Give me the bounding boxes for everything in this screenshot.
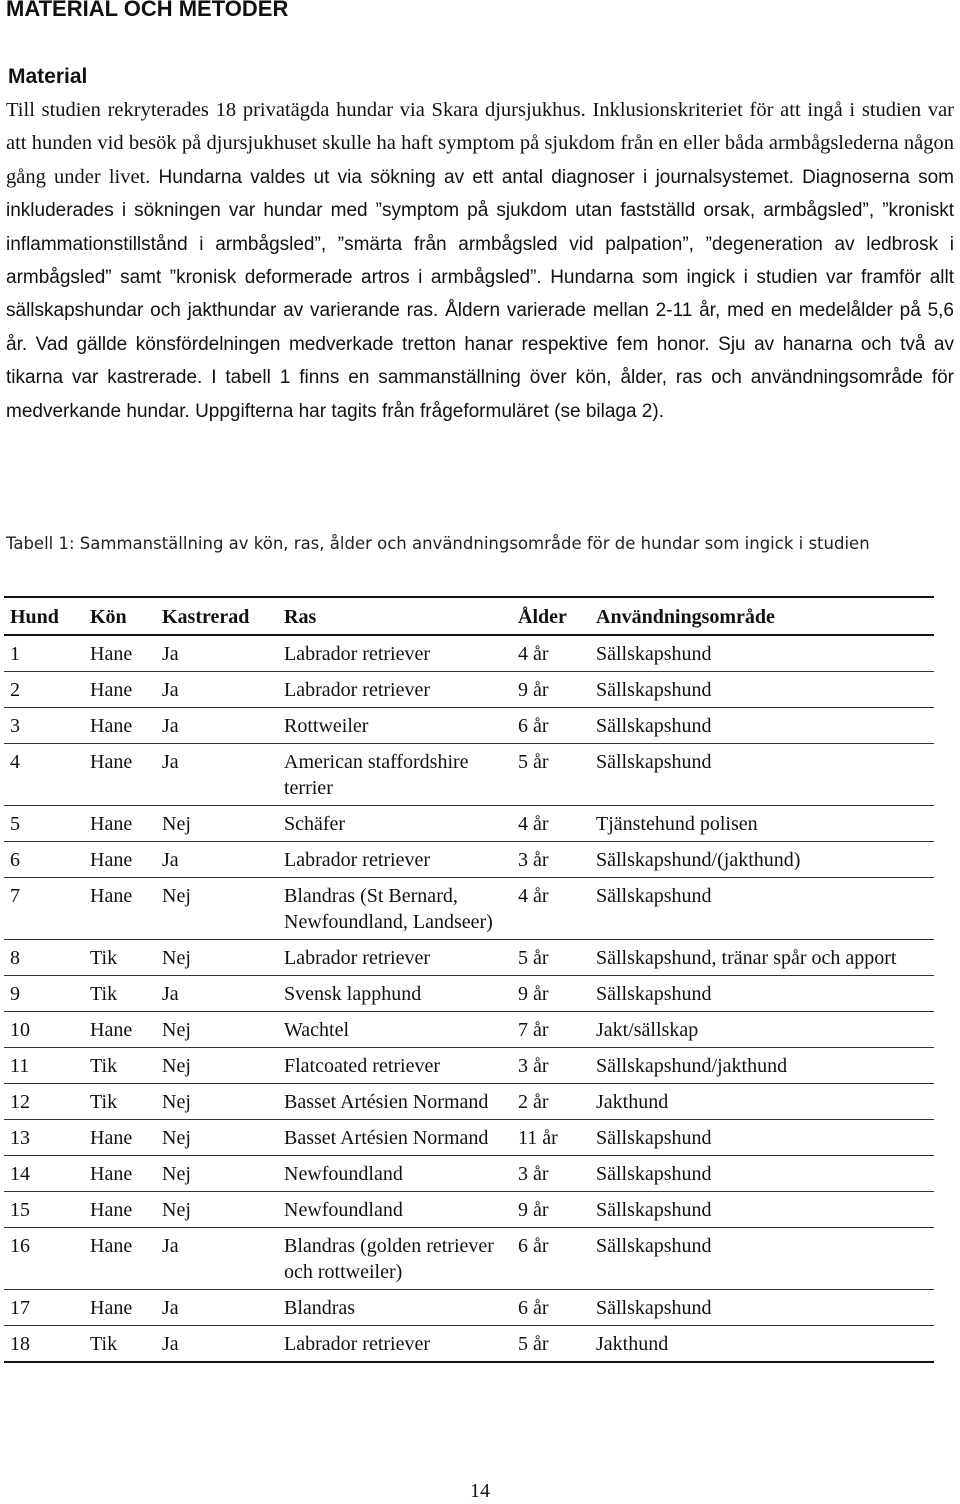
table-caption: Tabell 1: Sammanställning av kön, ras, ålder och användningsområde för de hundar som ingick i studien <box>6 534 870 553</box>
table-row <box>4 1084 934 1120</box>
cell-alder: 11 år <box>512 1120 590 1156</box>
table-row <box>4 842 934 878</box>
cell-kon: Hane <box>84 1192 156 1228</box>
cell-hund: 15 <box>4 1192 84 1228</box>
cell-ras: Basset Artésien Normand <box>278 1084 512 1120</box>
cell-kon: Hane <box>84 1228 156 1290</box>
table-body <box>4 635 934 1362</box>
cell-anvandningsomrade: Sällskapshund <box>590 976 934 1012</box>
cell-ras: Blandras <box>278 1290 512 1326</box>
cell-kastrerad: Ja <box>156 976 278 1012</box>
cell-kastrerad: Nej <box>156 1192 278 1228</box>
cell-alder: 5 år <box>512 744 590 806</box>
cell-anvandningsomrade: Sällskapshund <box>590 1192 934 1228</box>
header-ras: Ras <box>278 597 512 635</box>
cell-hund: 2 <box>4 672 84 708</box>
cell-alder: 3 år <box>512 842 590 878</box>
cell-kastrerad: Ja <box>156 1326 278 1363</box>
cell-kastrerad: Ja <box>156 1228 278 1290</box>
table-row <box>4 806 934 842</box>
subheading-material: Material <box>8 65 88 88</box>
cell-anvandningsomrade: Sällskapshund <box>590 1120 934 1156</box>
cell-kastrerad: Nej <box>156 878 278 940</box>
table-row <box>4 672 934 708</box>
header-alder: Ålder <box>512 597 590 635</box>
cell-ras: American staffordshire terrier <box>278 744 512 806</box>
cell-kastrerad: Nej <box>156 940 278 976</box>
cell-hund: 14 <box>4 1156 84 1192</box>
cell-kastrerad: Nej <box>156 1084 278 1120</box>
cell-hund: 13 <box>4 1120 84 1156</box>
table-row <box>4 1156 934 1192</box>
cell-alder: 9 år <box>512 672 590 708</box>
cell-kon: Hane <box>84 672 156 708</box>
cell-hund: 17 <box>4 1290 84 1326</box>
cell-hund: 6 <box>4 842 84 878</box>
cell-hund: 1 <box>4 635 84 672</box>
table-row <box>4 708 934 744</box>
cell-anvandningsomrade: Jakthund <box>590 1084 934 1120</box>
cell-alder: 2 år <box>512 1084 590 1120</box>
cell-ras: Labrador retriever <box>278 940 512 976</box>
cell-alder: 4 år <box>512 635 590 672</box>
table-row <box>4 1120 934 1156</box>
cell-ras: Flatcoated retriever <box>278 1048 512 1084</box>
cell-hund: 18 <box>4 1326 84 1363</box>
cell-ras: Labrador retriever <box>278 672 512 708</box>
table-row <box>4 1048 934 1084</box>
cell-kon: Hane <box>84 1290 156 1326</box>
cell-hund: 3 <box>4 708 84 744</box>
cell-kastrerad: Nej <box>156 1012 278 1048</box>
cell-alder: 4 år <box>512 806 590 842</box>
cell-hund: 16 <box>4 1228 84 1290</box>
cell-ras: Newfoundland <box>278 1192 512 1228</box>
cell-alder: 5 år <box>512 940 590 976</box>
cell-alder: 9 år <box>512 976 590 1012</box>
cell-kastrerad: Nej <box>156 806 278 842</box>
cell-alder: 6 år <box>512 1228 590 1290</box>
cell-anvandningsomrade: Jakt/sällskap <box>590 1012 934 1048</box>
cell-anvandningsomrade: Sällskapshund <box>590 635 934 672</box>
cell-hund: 11 <box>4 1048 84 1084</box>
cell-alder: 6 år <box>512 1290 590 1326</box>
cell-hund: 7 <box>4 878 84 940</box>
cell-alder: 7 år <box>512 1012 590 1048</box>
cell-kon: Tik <box>84 976 156 1012</box>
cell-kastrerad: Ja <box>156 708 278 744</box>
cell-ras: Newfoundland <box>278 1156 512 1192</box>
cell-ras: Labrador retriever <box>278 635 512 672</box>
cell-alder: 6 år <box>512 708 590 744</box>
cell-anvandningsomrade: Sällskapshund/jakthund <box>590 1048 934 1084</box>
cell-kastrerad: Nej <box>156 1120 278 1156</box>
table-row <box>4 744 934 806</box>
table-row <box>4 635 934 672</box>
cell-alder: 5 år <box>512 1326 590 1363</box>
cell-kon: Hane <box>84 1156 156 1192</box>
cell-ras: Blandras (golden retriever och rottweiler) <box>278 1228 512 1290</box>
section-title: MATERIAL OCH METODER <box>6 0 289 21</box>
cell-kon: Tik <box>84 1326 156 1363</box>
cell-ras: Labrador retriever <box>278 842 512 878</box>
cell-kon: Tik <box>84 1084 156 1120</box>
cell-anvandningsomrade: Sällskapshund/(jakthund) <box>590 842 934 878</box>
cell-ras: Rottweiler <box>278 708 512 744</box>
cell-anvandningsomrade: Tjänstehund polisen <box>590 806 934 842</box>
table-row <box>4 976 934 1012</box>
cell-anvandningsomrade: Jakthund <box>590 1326 934 1363</box>
table-row <box>4 1326 934 1363</box>
table-header-row <box>4 597 934 635</box>
cell-kon: Hane <box>84 1120 156 1156</box>
cell-kon: Hane <box>84 806 156 842</box>
header-kon: Kön <box>84 597 156 635</box>
table-row <box>4 1012 934 1048</box>
cell-kon: Hane <box>84 842 156 878</box>
cell-alder: 3 år <box>512 1048 590 1084</box>
cell-kastrerad: Ja <box>156 744 278 806</box>
cell-ras: Labrador retriever <box>278 1326 512 1363</box>
cell-kon: Hane <box>84 744 156 806</box>
cell-kastrerad: Ja <box>156 635 278 672</box>
cell-kastrerad: Nej <box>156 1048 278 1084</box>
cell-anvandningsomrade: Sällskapshund <box>590 1228 934 1290</box>
cell-hund: 10 <box>4 1012 84 1048</box>
cell-ras: Wachtel <box>278 1012 512 1048</box>
cell-anvandningsomrade: Sällskapshund <box>590 672 934 708</box>
cell-anvandningsomrade: Sällskapshund <box>590 744 934 806</box>
paragraph-part-1: Till studien rekryterades 18 privatägda hundar via Skara djursjukhus. Inklusionskriteriet för att ingå i studien var att hunden vid besök på djursjukhuset skulle ha haft symptom på sjukdom från en eller båda armbågslederna någon gång under livet. <box>6 99 954 188</box>
cell-alder: 3 år <box>512 1156 590 1192</box>
cell-ras: Svensk lapphund <box>278 976 512 1012</box>
paragraph-part-3: Diagnoserna som inkluderades i sökningen var hundar med ”symptom på sjukdom utan fastställd orsak, armbågsled”, ”kroniskt inflammationstillstånd i armbågsled”, ”smärta från armbågsled vid palpation”, ”degeneration av ledbrosk i armbågsled” samt ”kronisk deformerade artros i armbågsled”. Hundarna som ingick i studien var framför allt sällskapshundar och jakthundar av varierande ras. Åldern varierade mellan 2-11 år, med en medelålder på 5,6 år. Vad gällde könsfördelningen medverkade tretton hanar respektive fem honor. Sju av hanarna och två av tikarna var kastrerade. I tabell 1 finns en sammanställning över kön, ålder, ras och användningsområde för medverkande hundar. Uppgifterna har tagits från frågeformuläret (se bilaga 2). <box>6 166 955 422</box>
table-row <box>4 1192 934 1228</box>
dogs-table <box>4 596 934 1363</box>
header-anvandningsomrade: Användningsområde <box>590 597 934 635</box>
table-row <box>4 878 934 940</box>
cell-alder: 9 år <box>512 1192 590 1228</box>
cell-hund: 12 <box>4 1084 84 1120</box>
header-hund: Hund <box>4 597 84 635</box>
cell-kon: Tik <box>84 940 156 976</box>
cell-anvandningsomrade: Sällskapshund <box>590 708 934 744</box>
table-row <box>4 1290 934 1326</box>
table-row <box>4 1228 934 1290</box>
header-kastrerad: Kastrerad <box>156 597 278 635</box>
cell-hund: 4 <box>4 744 84 806</box>
cell-ras: Basset Artésien Normand <box>278 1120 512 1156</box>
cell-kastrerad: Ja <box>156 1290 278 1326</box>
cell-ras: Blandras (St Bernard, Newfoundland, Landseer) <box>278 878 512 940</box>
body-paragraph <box>6 94 954 428</box>
cell-kastrerad: Ja <box>156 842 278 878</box>
cell-kastrerad: Nej <box>156 1156 278 1192</box>
paragraph-part-2: Hundarna valdes ut via sökning av ett antal diagnoser i journalsystemet. <box>158 166 794 188</box>
cell-alder: 4 år <box>512 878 590 940</box>
cell-kon: Tik <box>84 1048 156 1084</box>
cell-anvandningsomrade: Sällskapshund, tränar spår och apport <box>590 940 934 976</box>
cell-hund: 9 <box>4 976 84 1012</box>
cell-hund: 5 <box>4 806 84 842</box>
cell-kastrerad: Ja <box>156 672 278 708</box>
cell-kon: Hane <box>84 1012 156 1048</box>
cell-kon: Hane <box>84 708 156 744</box>
table-row <box>4 940 934 976</box>
cell-hund: 8 <box>4 940 84 976</box>
cell-kon: Hane <box>84 635 156 672</box>
cell-anvandningsomrade: Sällskapshund <box>590 1156 934 1192</box>
page-number: 14 <box>470 1480 490 1502</box>
cell-anvandningsomrade: Sällskapshund <box>590 878 934 940</box>
cell-anvandningsomrade: Sällskapshund <box>590 1290 934 1326</box>
cell-ras: Schäfer <box>278 806 512 842</box>
cell-kon: Hane <box>84 878 156 940</box>
